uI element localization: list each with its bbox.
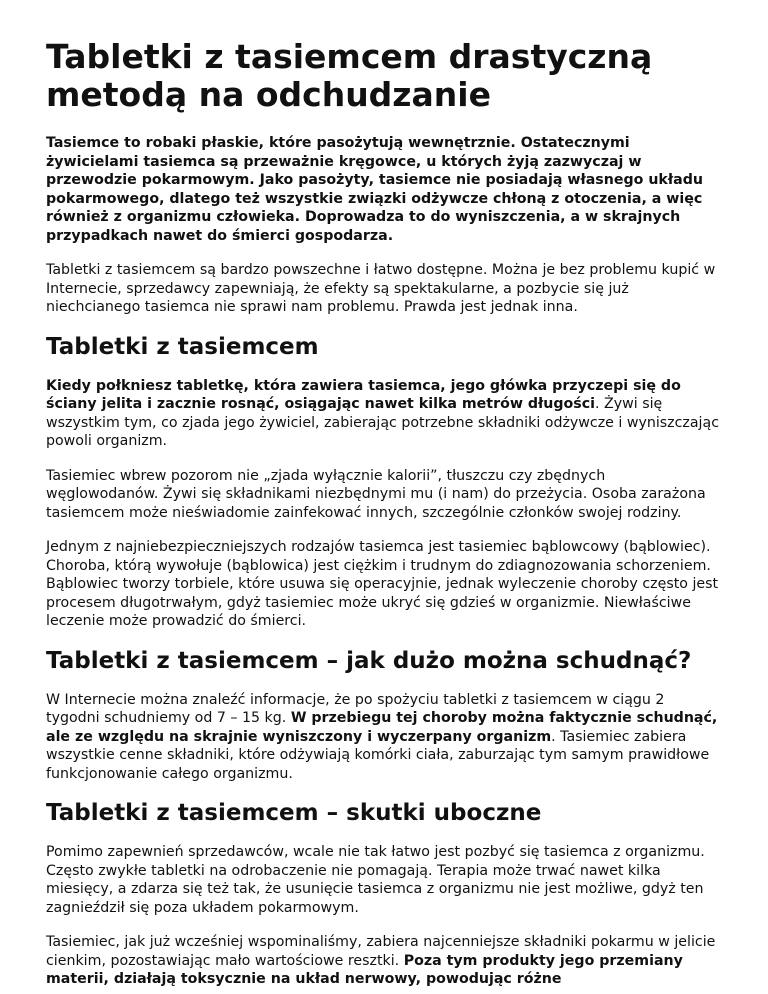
section1-p1-rest: . Żywi się wszystkim tym, co zjada jego żywiciel, zabierając potrzebne składniki odżywcze i wyniszczając powoli organizm. [46, 396, 719, 449]
section-heading-jak-duzo: Tabletki z tasiemcem – jak dużo można schudnąć? [46, 647, 692, 674]
lead-paragraph: Tasiemce to robaki płaskie, które pasożytują wewnętrznie. Ostatecznymi żywicielami tasiemca są przeważnie kręgowce, u których żyją zazwyczaj w przewodzie pokarmowym. Jako pasożyty, tasiemce nie posiadają własnego układu pokarmowego, dlatego też wszystkie związki odżywcze chłoną z otoczenia, a więc również z organizmu człowieka. Doprowadza to do wyniszczenia, a w skrajnych przypadkach nawet do śmierci gospodarza. [46, 135, 703, 244]
section-heading-skutki-uboczne: Tabletki z tasiemcem – skutki uboczne [46, 800, 542, 826]
section3-p2-bold: Poza tym produkty jego przemiany materii, działają toksycznie na układ nerwowy, powodując różne [46, 952, 683, 987]
section2-p1-bold: W przebiegu tej choroby można faktycznie schudnąć, ale ze względu na skrajnie wyniszczony i wyczerpany organizm [46, 710, 718, 745]
section3-paragraph-1: Pomimo zapewnień sprzedawców, wcale nie tak łatwo jest pozbyć się tasiemca z organizmu. Często zwykłe tabletki na odrobaczenie nie pomagają. Terapia może trwać nawet kilka miesięcy, a zdarza się też tak, że usunięcie tasiemca z organizmu nie jest możliwe, gdyż ten zagnieździł się poza układem pokarmowym. [46, 844, 705, 916]
section1-paragraph-1 [46, 377, 722, 451]
section2-p1-end: . Tasiemiec zabiera wszystkie cenne składniki, które odżywiają komórki ciała, zaburzając tym samym prawidłowe funkcjonowanie całego organizmu. [46, 728, 710, 782]
section-heading-tabletki: Tabletki z tasiemcem [46, 333, 319, 360]
intro-paragraph: Tabletki z tasiemcem są bardzo powszechne i łatwo dostępne. Można je bez problemu kupić w Internecie, sprzedawcy zapewniają, że efekty są spektakularne, a pozbycie się już niechcianego tasiemca nie sprawi nam problemu. Prawda jest jednak inna. [46, 262, 716, 315]
section2-p1-start: W Internecie można znaleźć informacje, że po spożyciu tabletki z tasiemcem w ciągu 2 tygodni schudniemy od 7 – 15 kg. [46, 691, 665, 726]
page-title: Tabletki z tasiemcem drastyczną metodą na odchudzanie [46, 37, 653, 114]
section3-p2-start: Tasiemiec, jak już wcześniej wspominaliśmy, zabiera najcenniejsze składniki pokarmu w jelicie cienkim, pozostawiając mało wartościowe resztki. [46, 934, 716, 969]
section1-p1-bold: Kiedy połkniesz tabletkę, która zawiera tasiemca, jego główka przyczepi się do ściany jelita i zacznie rosnąć, osiągając nawet kilka metrów długości [46, 377, 681, 412]
section2-paragraph-1 [46, 691, 722, 784]
section1-paragraph-2: Tasiemiec wbrew pozorom nie „zjada wyłącznie kalorii”, tłuszczu czy zbędnych węglowodanów. Żywi się składnikami niezbędnymi mu (i nam) do przeżycia. Osoba zarażona tasiemcem może nieświadomie zainfekować innych, szczególnie członków swojej rodziny. [46, 467, 706, 521]
section3-paragraph-2 [46, 933, 722, 989]
section1-paragraph-3: Jednym z najniebezpieczniejszych rodzajów tasiemca jest tasiemiec bąblowcowy (bąblowiec). Choroba, którą wywołuje (bąblowica) jest ciężkim i trudnym do zdiagnozowania schorzeniem. Bąblowiec tworzy torbiele, które usuwa się operacyjnie, jednak wyleczenie choroby często jest procesem długotrwałym, gdyż tasiemiec może ukryć się gdzieś w organizmie. Niewłaściwe leczenie może prowadzić do śmierci. [46, 539, 719, 629]
